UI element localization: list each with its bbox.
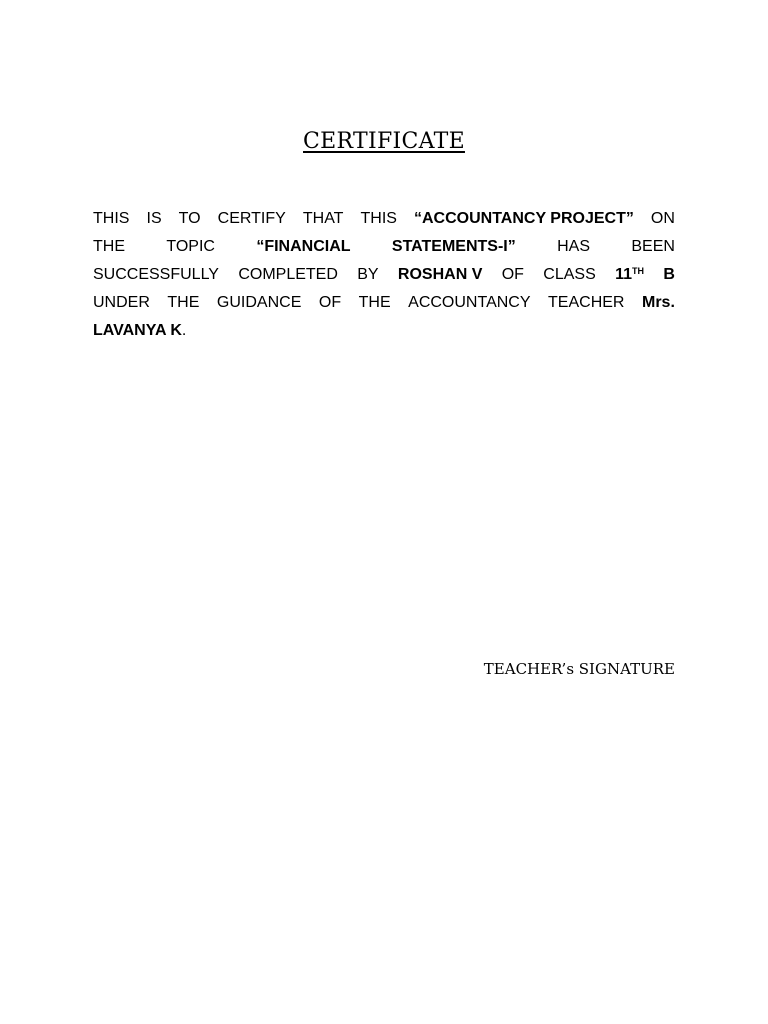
word: COMPLETED (238, 266, 338, 283)
word: HAS (557, 238, 591, 255)
topic-name-part-1: “FINANCIAL (256, 238, 351, 255)
word: BEEN (631, 238, 675, 255)
certificate-body (93, 205, 675, 345)
class-grade-suffix: TH (632, 266, 645, 276)
period: . (181, 322, 187, 339)
word: OF (318, 294, 342, 311)
teacher-title: Mrs. (642, 294, 675, 311)
word: THIS (360, 210, 397, 227)
word: UNDER (93, 294, 150, 311)
class-grade: 11 (615, 266, 633, 283)
student-name: ROSHAN V (397, 266, 483, 283)
word: THIS (93, 210, 130, 227)
word: CERTIFY (217, 210, 286, 227)
word: IS (146, 210, 162, 227)
word: GUIDANCE (216, 294, 302, 311)
word: ON (650, 210, 675, 227)
word: THE (93, 238, 125, 255)
class-section: B (663, 266, 675, 283)
teacher-signature-label: TEACHER’s SIGNATURE (483, 660, 675, 678)
word: SUCCESSFULLY (93, 266, 219, 283)
teacher-name: LAVANYA K (93, 322, 182, 339)
word: THE (358, 294, 391, 311)
project-name: “ACCOUNTANCY PROJECT” (414, 210, 634, 227)
word: TOPIC (166, 238, 215, 255)
body-line-3 (93, 261, 675, 289)
word: THE (167, 294, 200, 311)
topic-name-part-2: STATEMENTS-I” (391, 238, 516, 255)
certificate-title: CERTIFICATE (303, 129, 465, 154)
word: TEACHER (548, 294, 625, 311)
body-line-4 (93, 289, 675, 317)
word: BY (357, 266, 379, 283)
class-number (615, 261, 644, 289)
word: CLASS (543, 266, 596, 283)
body-line-2 (93, 233, 675, 261)
word: THAT (302, 210, 344, 227)
word: ACCOUNTANCY (408, 294, 531, 311)
body-line-5 (93, 317, 675, 345)
word: TO (178, 210, 201, 227)
body-line-1 (93, 205, 675, 233)
word: OF (501, 266, 524, 283)
